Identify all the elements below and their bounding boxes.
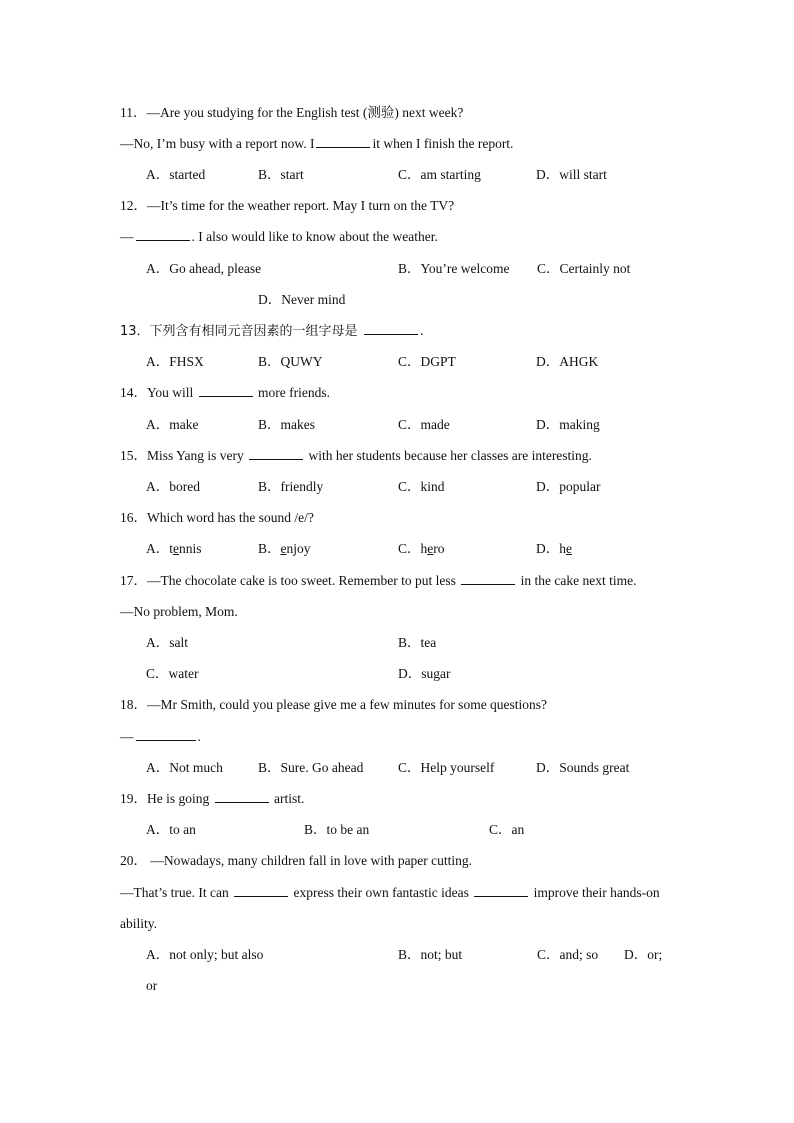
q15-option-c[interactable]: C．kind bbox=[398, 479, 445, 494]
q16-option-b[interactable]: B．enjoy bbox=[258, 541, 311, 556]
q11-option-a[interactable]: A．started bbox=[146, 167, 206, 182]
q19-stem: 19．He is going artist. bbox=[120, 791, 305, 806]
q15-stem: 15．Miss Yang is very with her students because her classes are interesting. bbox=[120, 448, 592, 463]
q17-stem: 17．—The chocolate cake is too sweet. Remember to put less in the cake next time. bbox=[120, 573, 637, 588]
q17-option-a[interactable]: A．salt bbox=[146, 635, 188, 650]
q20-option-a[interactable]: A．not only; but also bbox=[146, 947, 264, 962]
answer-blank[interactable] bbox=[215, 790, 269, 803]
answer-blank[interactable] bbox=[461, 572, 515, 585]
q19-option-b[interactable]: B．to be an bbox=[304, 822, 370, 837]
q11-option-b[interactable]: B．start bbox=[258, 167, 304, 182]
q13-option-d[interactable]: D．AHGK bbox=[536, 354, 599, 369]
q20-option-b[interactable]: B．not; but bbox=[398, 947, 463, 962]
q14-option-a[interactable]: A．make bbox=[146, 417, 199, 432]
q18-line2: — . bbox=[120, 729, 201, 744]
q20-option-d[interactable]: D．or; bbox=[624, 947, 663, 962]
q20-line2: —That’s true. It can express their own fantastic ideas improve their hands-on bbox=[120, 885, 660, 900]
answer-blank[interactable] bbox=[316, 135, 370, 148]
q14-option-d[interactable]: D．making bbox=[536, 417, 600, 432]
q18-stem: 18．—Mr Smith, could you please give me a few minutes for some questions? bbox=[120, 697, 548, 712]
q19-option-a[interactable]: A．to an bbox=[146, 822, 196, 837]
q15-option-d[interactable]: D．popular bbox=[536, 479, 601, 494]
q11-number: 11． bbox=[120, 105, 147, 120]
q11-option-c[interactable]: C．am starting bbox=[398, 167, 481, 182]
q20-stem: 20． —Nowadays, many children fall in love with paper cutting. bbox=[120, 853, 473, 868]
q12-option-c[interactable]: C．Certainly not bbox=[537, 261, 631, 276]
q11-line2: —No, I’m busy with a report now. I it when I finish the report. bbox=[120, 136, 514, 151]
q13-option-a[interactable]: A．FHSX bbox=[146, 354, 204, 369]
q14-stem: 14．You will more friends. bbox=[120, 385, 331, 400]
q12-stem: 12．—It’s time for the weather report. May I turn on the TV? bbox=[120, 198, 455, 213]
q13-stem: 13．下列含有相同元音因素的一组字母是 . bbox=[120, 324, 424, 339]
q17-option-d[interactable]: D．sugar bbox=[398, 666, 451, 681]
q15-option-a[interactable]: A．bored bbox=[146, 479, 200, 494]
q20-line3: ability. bbox=[120, 916, 157, 931]
q13-option-c[interactable]: C．DGPT bbox=[398, 354, 456, 369]
q11-option-d[interactable]: D．will start bbox=[536, 167, 607, 182]
q20-option-c[interactable]: C．and; so bbox=[537, 947, 599, 962]
q17-line2: —No problem, Mom. bbox=[120, 604, 238, 619]
q17-option-b[interactable]: B．tea bbox=[398, 635, 437, 650]
q18-option-d[interactable]: D．Sounds great bbox=[536, 760, 630, 775]
q18-option-a[interactable]: A．Not much bbox=[146, 760, 223, 775]
q12-line2: — . I also would like to know about the weather. bbox=[120, 229, 438, 244]
answer-blank[interactable] bbox=[136, 728, 196, 741]
q16-option-a[interactable]: A．tennis bbox=[146, 541, 202, 556]
answer-blank[interactable] bbox=[136, 228, 190, 241]
q13-option-b[interactable]: B．QUWY bbox=[258, 354, 323, 369]
q12-option-a[interactable]: A．Go ahead, please bbox=[146, 261, 262, 276]
q12-option-b[interactable]: B．You’re welcome bbox=[398, 261, 510, 276]
q17-option-c[interactable]: C．water bbox=[146, 666, 199, 681]
q18-option-c[interactable]: C．Help yourself bbox=[398, 760, 495, 775]
answer-blank[interactable] bbox=[234, 884, 288, 897]
q18-option-b[interactable]: B．Sure. Go ahead bbox=[258, 760, 364, 775]
answer-blank[interactable] bbox=[199, 384, 253, 397]
answer-blank[interactable] bbox=[474, 884, 528, 897]
q12-option-d[interactable]: D．Never mind bbox=[258, 292, 346, 307]
q20-option-d-wrap: or bbox=[146, 978, 158, 993]
q16-option-c[interactable]: C．hero bbox=[398, 541, 445, 556]
q15-option-b[interactable]: B．friendly bbox=[258, 479, 324, 494]
answer-blank[interactable] bbox=[364, 322, 418, 335]
answer-blank[interactable] bbox=[249, 447, 303, 460]
q14-option-c[interactable]: C．made bbox=[398, 417, 450, 432]
q16-option-d[interactable]: D．he bbox=[536, 541, 572, 556]
q16-stem: 16．Which word has the sound /e/? bbox=[120, 510, 314, 525]
q19-option-c[interactable]: C．an bbox=[489, 822, 525, 837]
q14-option-b[interactable]: B．makes bbox=[258, 417, 315, 432]
q11-stem: 11．—Are you studying for the English test (测验) next week? bbox=[120, 105, 464, 120]
